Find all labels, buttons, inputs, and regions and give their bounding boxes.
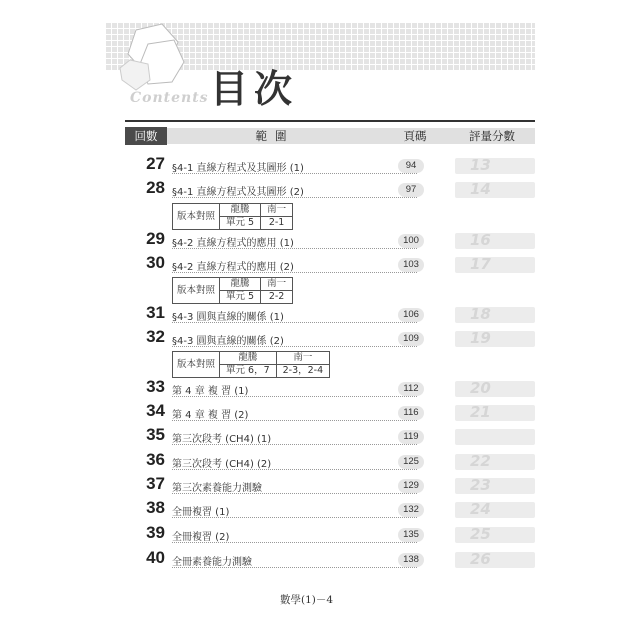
score-box [455,182,535,198]
version-label: 版本對照 [173,278,220,304]
row-page-number: 100 [398,234,424,248]
row-topic: §4-2 直線方程式的應用 (1) [172,238,294,249]
row-number: 35 [146,425,165,444]
row-page-number: 125 [398,455,424,469]
version-col1-head: 龍騰 [220,204,261,217]
score-ghost-number: 22 [470,452,491,470]
score-box [455,478,535,494]
score-ghost-number: 25 [470,525,491,543]
version-col2-value: 2-3，2-4 [276,365,330,378]
row-number: 32 [146,327,165,346]
row-topic: 第三次素養能力測驗 [172,483,262,494]
score-box [455,527,535,543]
column-header-round: 回數 [125,127,167,145]
row-number: 33 [146,377,165,396]
row-dotted-line [172,173,417,174]
score-box [455,158,535,174]
row-topic: 全冊複習 (2) [172,532,230,543]
row-number: 34 [146,401,165,420]
row-page-number: 138 [398,553,424,567]
row-number: 37 [146,474,165,493]
column-header-score: 評量分數 [469,129,515,143]
version-col1-value: 單元 5 [220,291,261,304]
row-number: 38 [146,498,165,517]
row-page-number: 94 [398,159,424,173]
version-col1-head: 龍騰 [220,352,277,365]
page-footer: 數學(1)－4 [280,594,334,606]
row-dotted-line [172,322,417,323]
column-header-page: 頁碼 [403,129,427,143]
page-title: 目次 [210,67,299,111]
row-number: 27 [146,154,165,173]
score-box [455,429,535,445]
score-ghost-number: 13 [470,156,491,174]
row-page-number: 116 [398,406,424,420]
score-box [455,307,535,323]
row-topic: 全冊素養能力測驗 [172,557,252,568]
score-box [455,552,535,568]
score-ghost-number: 14 [470,180,491,198]
row-topic: §4-2 直線方程式的應用 (2) [172,262,294,273]
title-divider [125,120,535,122]
row-topic: 第 4 章 複 習 (2) [172,410,249,421]
row-dotted-line [172,493,417,494]
row-dotted-line [172,517,417,518]
row-number: 28 [146,178,165,197]
score-ghost-number: 20 [470,379,491,397]
row-dotted-line [172,469,417,470]
row-page-number: 97 [398,183,424,197]
row-dotted-line [172,197,417,198]
score-ghost-number: 16 [470,231,491,249]
row-number: 40 [146,548,165,567]
version-col2-value: 2-1 [261,217,293,230]
version-comparison-table [172,203,293,230]
version-col2-head: 南一 [276,352,330,365]
row-number: 30 [146,253,165,272]
score-box [455,233,535,249]
version-label: 版本對照 [173,352,220,378]
version-col1-head: 龍騰 [220,278,261,291]
row-dotted-line [172,420,417,421]
score-box [455,454,535,470]
row-topic: §4-3 圓與直線的關係 (1) [172,312,284,323]
score-ghost-number: 24 [470,500,491,518]
row-topic: 第 4 章 複 習 (1) [172,386,249,397]
row-dotted-line [172,248,417,249]
row-topic: 全冊複習 (1) [172,507,230,518]
version-comparison-table [172,277,293,304]
score-ghost-number: 21 [470,403,491,421]
row-page-number: 109 [398,332,424,346]
version-col2-value: 2-2 [261,291,293,304]
row-topic: §4-3 圓與直線的關係 (2) [172,336,284,347]
score-ghost-number: 19 [470,329,491,347]
score-box [455,257,535,273]
row-page-number: 135 [398,528,424,542]
version-col1-value: 單元 5 [220,217,261,230]
row-page-number: 129 [398,479,424,493]
row-number: 29 [146,229,165,248]
row-page-number: 132 [398,503,424,517]
row-topic: 第三次段考 (CH4) (1) [172,434,272,445]
row-number: 36 [146,450,165,469]
score-ghost-number: 17 [470,255,491,273]
row-page-number: 106 [398,308,424,322]
row-topic: 第三次段考 (CH4) (2) [172,459,272,470]
row-dotted-line [172,272,417,273]
score-box [455,381,535,397]
row-dotted-line [172,444,417,445]
version-col1-value: 單元 6，7 [220,365,277,378]
row-page-number: 103 [398,258,424,272]
row-page-number: 119 [398,430,424,444]
version-comparison-table [172,351,330,378]
row-topic: §4-1 直線方程式及其圖形 (2) [172,187,304,198]
version-label: 版本對照 [173,204,220,230]
row-number: 39 [146,523,165,542]
score-ghost-number: 23 [470,476,491,494]
row-dotted-line [172,396,417,397]
hexagon-decoration-icon [118,20,188,92]
version-col2-head: 南一 [261,278,293,291]
contents-watermark: Contents [130,90,209,106]
score-box [455,405,535,421]
score-ghost-number: 26 [470,550,491,568]
score-ghost-number: 18 [470,305,491,323]
row-dotted-line [172,567,417,568]
row-topic: §4-1 直線方程式及其圖形 (1) [172,163,304,174]
score-box [455,502,535,518]
row-dotted-line [172,542,417,543]
score-box [455,331,535,347]
column-header-range: 範圍 [255,129,295,143]
row-dotted-line [172,346,417,347]
row-page-number: 112 [398,382,424,396]
version-col2-head: 南一 [261,204,293,217]
row-number: 31 [146,303,165,322]
